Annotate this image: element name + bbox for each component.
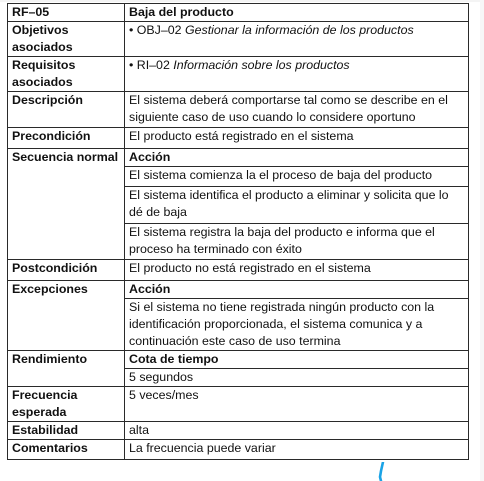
table-row-requisitos bbox=[8, 57, 469, 92]
rendimiento-value: 5 segundos bbox=[125, 369, 469, 387]
secuencia-step-3: El sistema registra la baja del producto e informa que el proceso ha terminado con éxito bbox=[125, 224, 469, 260]
table-row-excepciones-header bbox=[8, 281, 469, 299]
pen-mark-icon bbox=[378, 462, 386, 481]
rendimiento-label: Rendimiento bbox=[8, 351, 125, 387]
frecuencia-value: 5 veces/mes bbox=[125, 387, 469, 422]
table-row-secuencia-header bbox=[8, 149, 469, 167]
excepciones-label: Excepciones bbox=[8, 281, 125, 351]
table-row-precondicion bbox=[8, 128, 469, 149]
table-row-comentarios bbox=[8, 440, 469, 460]
objetivos-text: Gestionar la información de los productos bbox=[185, 23, 414, 37]
requisitos-label: Requisitos asociados bbox=[8, 57, 125, 92]
secuencia-step-2: El sistema identifica el producto a eliminar y solicita que lo dé de baja bbox=[125, 187, 469, 224]
table-row-frecuencia bbox=[8, 387, 469, 422]
excepciones-value: Si el sistema no tiene registrada ningún producto con la identificación proporcionada, el sistema comunica y a continuación este caso de uso termina bbox=[125, 299, 469, 351]
rendimiento-header: Cota de tiempo bbox=[125, 351, 469, 369]
page-top-edge bbox=[0, 0, 484, 2]
excepciones-header: Acción bbox=[125, 281, 469, 299]
secuencia-step-1: El sistema comienza la el proceso de baja del producto bbox=[125, 167, 469, 187]
objetivos-label: Objetivos asociados bbox=[8, 22, 125, 57]
estabilidad-value: alta bbox=[125, 422, 469, 440]
objetivos-prefix: • OBJ–02 bbox=[129, 23, 185, 37]
comentarios-label: Comentarios bbox=[8, 440, 125, 460]
precondicion-value: El producto está registrado en el sistema bbox=[125, 128, 469, 149]
secuencia-header: Acción bbox=[125, 149, 469, 167]
table-row-objetivos bbox=[8, 22, 469, 57]
comentarios-value: La frecuencia puede variar bbox=[125, 440, 469, 460]
requisitos-text: Información sobre los productos bbox=[173, 58, 350, 72]
requisitos-prefix: • RI–02 bbox=[129, 58, 174, 72]
frecuencia-label: Frecuencia esperada bbox=[8, 387, 125, 422]
table-row-descripcion bbox=[8, 92, 469, 128]
use-case-id: RF–05 bbox=[8, 4, 125, 22]
page-right-edge bbox=[480, 0, 484, 481]
table-row-rendimiento-header bbox=[8, 351, 469, 369]
objetivos-value bbox=[125, 22, 469, 57]
table-row-postcondicion bbox=[8, 260, 469, 281]
table-row-estabilidad bbox=[8, 422, 469, 440]
estabilidad-label: Estabilidad bbox=[8, 422, 125, 440]
table-row-header bbox=[8, 4, 469, 22]
postcondicion-value: El producto no está registrado en el sistema bbox=[125, 260, 469, 281]
descripcion-value: El sistema deberá comportarse tal como se describe en el siguiente caso de uso cuando lo considere oportuno bbox=[125, 92, 469, 128]
postcondicion-label: Postcondición bbox=[8, 260, 125, 281]
requisitos-value bbox=[125, 57, 469, 92]
descripcion-label: Descripción bbox=[8, 92, 125, 128]
use-case-title: Baja del producto bbox=[125, 4, 469, 22]
secuencia-label: Secuencia normal bbox=[8, 149, 125, 260]
use-case-table bbox=[7, 3, 469, 460]
precondicion-label: Precondición bbox=[8, 128, 125, 149]
